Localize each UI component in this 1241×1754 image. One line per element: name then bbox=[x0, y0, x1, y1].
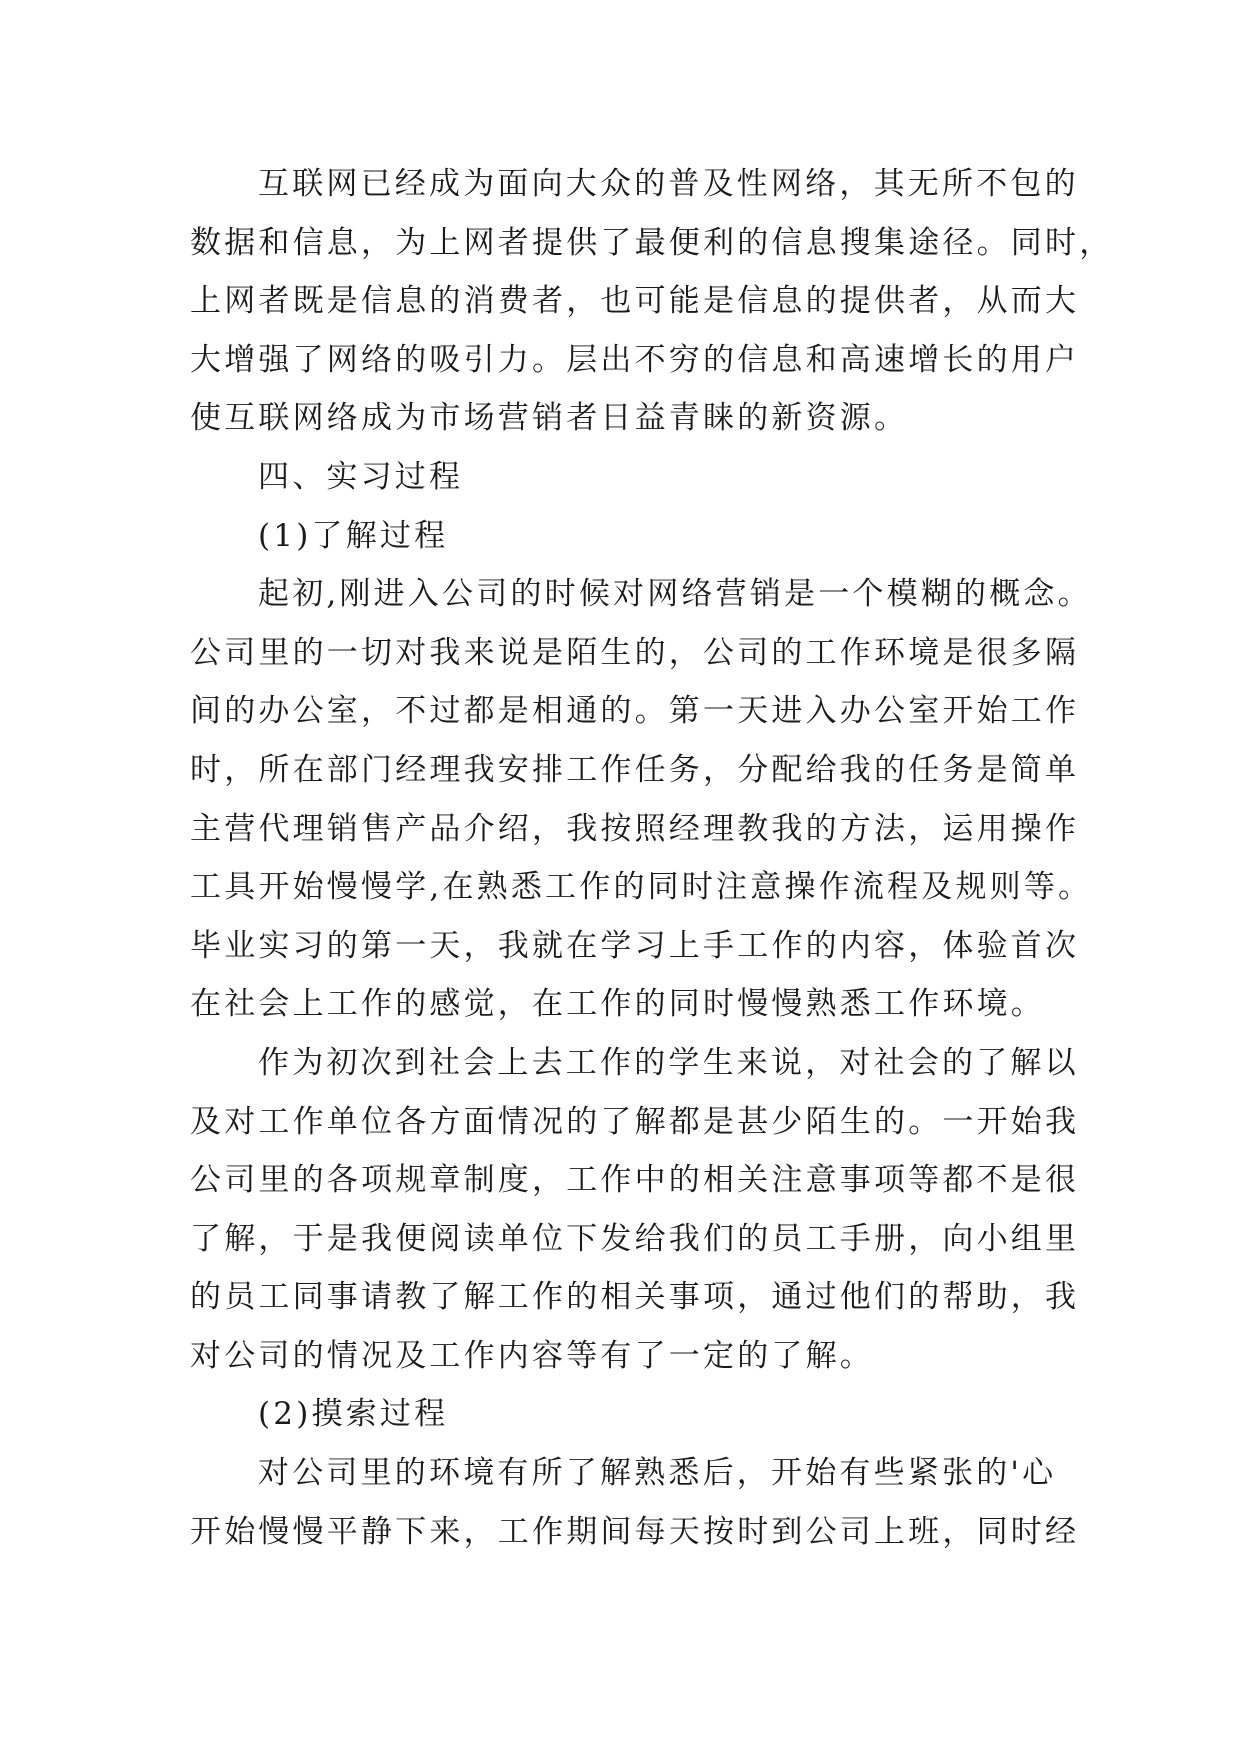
text-line: 互联网已经成为面向大众的普及性网络，其无所不包的 bbox=[258, 166, 1079, 202]
text-line: 数据和信息，为上网者提供了最便利的信息搜集途径。同时， bbox=[190, 224, 1114, 261]
document-body bbox=[190, 155, 1114, 1561]
text-line: 间的办公室，不过都是相通的。第一天进入办公室开始工作 bbox=[190, 693, 1080, 730]
text-line: 作为初次到社会上去工作的学生来说，对社会的了解以 bbox=[258, 1044, 1079, 1081]
text-line: 公司里的各项规章制度，工作中的相关注意事项等都不是很 bbox=[190, 1162, 1080, 1199]
text-line: 毕业实习的第一天，我就在学习上手工作的内容，体验首次 bbox=[190, 927, 1080, 964]
text-line: 的员工同事请教了解工作的相关事项，通过他们的帮助，我 bbox=[190, 1279, 1080, 1316]
text-line: 对公司里的环境有所了解熟悉后，开始有些紧张的'心 bbox=[258, 1455, 1057, 1492]
text-line: 主营代理销售产品介绍，我按照经理教我的方法，运用操作 bbox=[190, 810, 1080, 847]
text-line: (2)摸索过程 bbox=[258, 1396, 449, 1433]
text-line: 四、实习过程 bbox=[258, 458, 464, 495]
text-line: 时，所在部门经理我安排工作任务，分配给我的任务是简单 bbox=[190, 751, 1080, 788]
text-line: 及对工作单位各方面情况的了解都是甚少陌生的。一开始我 bbox=[190, 1103, 1080, 1140]
text-line: 公司里的一切对我来说是陌生的，公司的工作环境是很多隔 bbox=[190, 634, 1080, 671]
text-line: 对公司的情况及工作内容等有了一定的了解。 bbox=[190, 1337, 874, 1374]
text-line: 工具开始慢慢学,在熟悉工作的同时注意操作流程及规则等。 bbox=[190, 869, 1093, 906]
text-line: (1)了解过程 bbox=[258, 517, 449, 554]
text-line: 使互联网络成为市场营销者日益青睐的新资源。 bbox=[190, 400, 909, 437]
text-line: 起初,刚进入公司的时候对网络营销是一个模糊的概念。 bbox=[258, 576, 1092, 613]
text-line: 上网者既是信息的消费者，也可能是信息的提供者，从而大 bbox=[190, 283, 1080, 320]
text-line: 大增强了网络的吸引力。层出不穷的信息和高速增长的用户 bbox=[190, 341, 1080, 378]
text-line: 开始慢慢平静下来，工作期间每天按时到公司上班，同时经 bbox=[190, 1513, 1080, 1550]
text-line: 了解，于是我便阅读单位下发给我们的员工手册，向小组里 bbox=[190, 1220, 1080, 1257]
text-line: 在社会上工作的感觉，在工作的同时慢慢熟悉工作环境。 bbox=[190, 986, 1045, 1023]
